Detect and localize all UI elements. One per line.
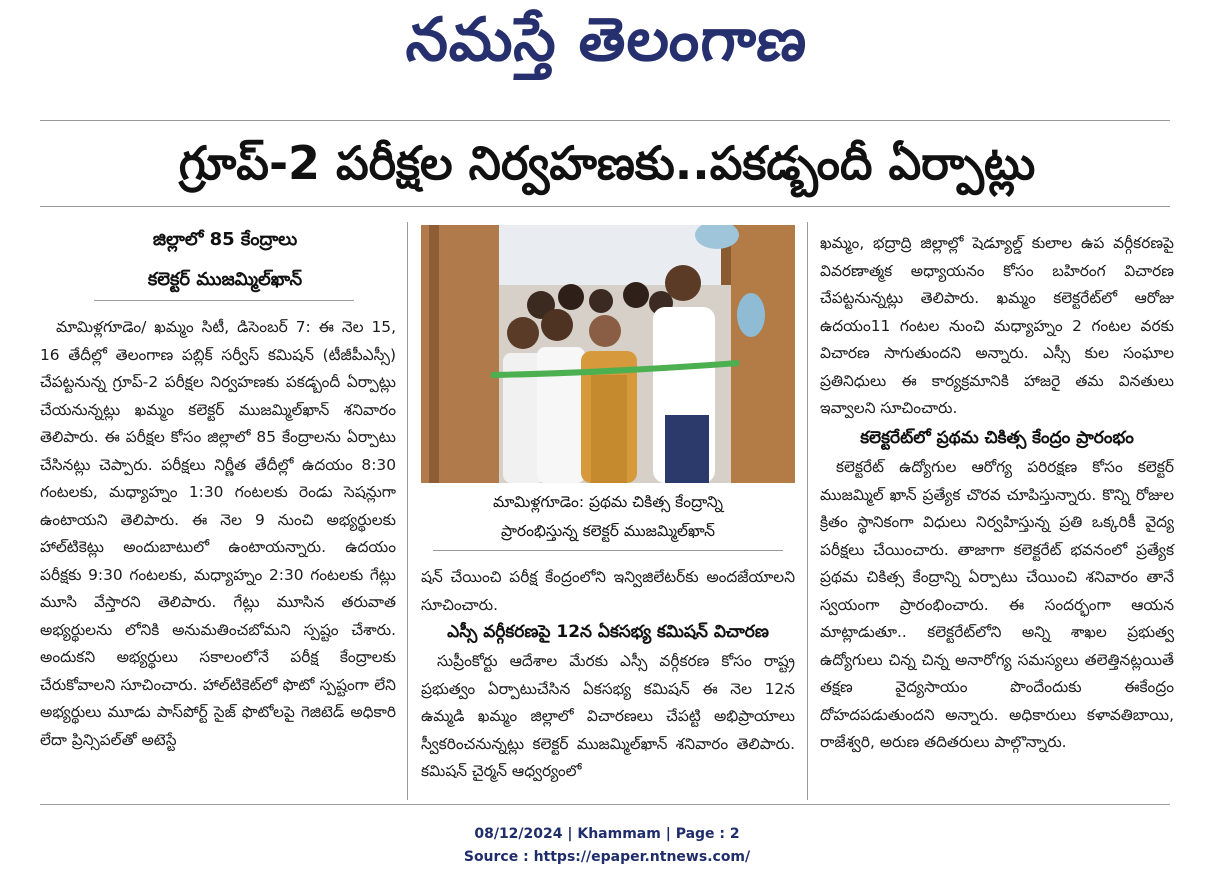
column-3-bottom-body — [820, 454, 1174, 757]
news-photo — [421, 225, 795, 483]
column-divider-1 — [407, 222, 408, 800]
footer-source: Source : https://epaper.ntnews.com/ — [463, 849, 751, 865]
column-1-body — [40, 314, 396, 754]
column-2-top-paragraph: షన్ చేయించి పరీక్ష కేంద్రంలోని ఇన్విజిలేటర్‌కు అందజేయాలని సూచించారు. — [421, 568, 795, 614]
photo-caption — [421, 488, 795, 546]
newspaper-masthead: నమస్తే తెలంగాణ — [404, 5, 810, 75]
masthead-divider — [40, 120, 1170, 121]
column-3-top-paragraph: ఖమ్మం, భద్రాద్రి జిల్లాల్లో షెడ్యూల్డ్ కులాల ఉప వర్గీకరణపై వివరణాత్మక అధ్యాయనం కోసం బహిరంగ విచారణ చేపట్టనున్నట్లు తెలిపారు. ఖమ్మం కలెక్టరేట్‌లో ఆరోజు ఉదయం11 గంటల నుంచి మధ్యాహ్నం 2 గంటల వరకు విచారణ సాగుతుందని అన్నారు. ఎస్సీ కుల సంఘాల ప్రతినిధులు ఈ కార్యక్రమానికి హాజరై తమ వినతులు ఇవ్వాలని సూచించారు. — [820, 234, 1174, 417]
caption-line-2: ప్రారంభిస్తున్న కలెక్టర్ ముజమ్మిల్‌ఖాన్ — [500, 522, 716, 540]
subhead-first-aid-center: కలెక్టరేట్‌లో ప్రథమ చికిత్స కేంద్రం ప్రారంభం — [860, 428, 1134, 448]
column-2-bottom-paragraph: సుప్రీంకోర్టు ఆదేశాల మేరకు ఎస్సీ వర్గీకరణ కోసం రాష్ట్ర ప్రభుత్వం ఏర్పాటుచేసిన ఏకసభ్య కమిషన్ ఈ నెల 12న ఉమ్మడి ఖమ్మం జిల్లాలో విచారణలు చేపట్టి అభిప్రాయాలు స్వీకరించనున్నట్లు కలెక్టర్ ముజమ్మిల్‌ఖాన్ శనివారం తెలిపారు. కమిషన్ చైర్మన్ ఆధ్వర్యంలో — [421, 652, 795, 780]
article-headline: గ్రూప్-2 పరీక్షల నిర్వహణకు..పకడ్బందీ ఏర్పాట్లు — [178, 136, 1036, 190]
subhead-collector: కలెక్టర్ ముజమ్మిల్‌ఖాన్ — [147, 269, 303, 290]
column-3-top-body — [820, 230, 1174, 423]
column-2-bottom-body — [421, 648, 795, 786]
column-divider-2 — [807, 222, 808, 800]
bottom-divider — [40, 804, 1170, 805]
caption-line-1: మామిళ్లగూడెం: ప్రథమ చికిత్స కేంద్రాన్ని — [493, 493, 723, 511]
column-2-top-body — [421, 564, 795, 619]
subhead-divider — [94, 300, 354, 301]
subhead-sc-classification: ఎస్సీ వర్గీకరణపై 12న ఏకసభ్య కమిషన్ విచారణ — [447, 622, 769, 642]
caption-divider — [433, 550, 783, 551]
photo-illustration — [421, 225, 795, 483]
subhead-centers: జిల్లాలో 85 కేంద్రాలు — [152, 229, 298, 250]
headline-divider — [40, 206, 1170, 207]
footer-date-edition: 08/12/2024 | Khammam | Page : 2 — [474, 826, 740, 842]
column-1-paragraph: మామిళ్లగూడెం/ ఖమ్మం సిటీ, డిసెంబర్ 7: ఈ నెల 15, 16 తేదీల్లో తెలంగాణ పబ్లిక్ సర్వీస్ కమిషన్ (టీజీపీఎస్సీ) చేపట్టనున్న గ్రూప్-2 పరీక్షల నిర్వహణకు పకడ్బందీ ఏర్పాట్లు చేయనున్నట్లు ఖమ్మం కలెక్టర్ ముజమ్మిల్‌ఖాన్ శనివారం తెలిపారు. ఈ పరీక్షల కోసం జిల్లాలో 85 కేంద్రాలను ఏర్పాటు చేసినట్లు చెప్పారు. పరీక్షలు నిర్ణీత తేదీల్లో ఉదయం 8:30 గంటలకు, మధ్యాహ్నం 1:30 గంటలకు రెండు సెషన్లుగా ఉంటాయని తెలిపారు. ఈ నెల 9 నుంచి అభ్యర్థులకు హాల్‌టికెట్లు అందుబాటులో ఉంటాయన్నారు. ఉదయం పరీక్షకు 9:30 గంటలకు, మధ్యాహ్నం 2:30 గంటలకు గేట్లు మూసి వేస్తారని తెలిపారు. గేట్లు మూసిన తరువాత అభ్యర్థులను లోనికి అనుమతించబోమని స్పష్టం చేశారు. అందుకని అభ్యర్థులు సకాలంలోనే పరీక్ష కేంద్రాలకు చేరుకోవాలని సూచించారు. హాల్‌టికెట్‌లో ఫొటో స్పష్టంగా లేని అభ్యర్థులు మూడు పాస్‌పోర్ట్ సైజ్ ఫొటోలపై గెజిటెడ్ అధికారి లేదా ప్రిన్సిపల్‌తో అటెస్టే — [40, 318, 396, 749]
column-3-bottom-paragraph: కలెక్టరేట్ ఉద్యోగుల ఆరోగ్య పరిరక్షణ కోసం కలెక్టర్ ముజమ్మిల్ ఖాన్ ప్రత్యేక చొరవ చూపిస్తున్నారు. కొన్ని రోజుల క్రితం స్థానికంగా విధులు నిర్వహిస్తున్న ప్రతి ఒక్కరికీ వైద్య పరీక్షలు చేయించారు. తాజాగా కలెక్టరేట్ భవనంలో ప్రత్యేక ప్రథమ చికిత్స కేంద్రాన్ని ఏర్పాటు చేయించి శనివారం తానే స్వయంగా ప్రారంభించారు. ఈ సందర్భంగా ఆయన మాట్లాడుతూ.. కలెక్టరేట్‌లోని అన్ని శాఖల ప్రభుత్వ ఉద్యోగులు చిన్న చిన్న అనారోగ్య సమస్యలు తలెత్తినట్లయితే తక్షణ వైద్యసాయం పొందేందుకు ఈకేంద్రం దోహదపడుతుందని అన్నారు. అధికారులు కళావతిబాయి, రాజేశ్వరి, అరుణ తదితరులు పాల్గొన్నారు. — [820, 458, 1174, 751]
